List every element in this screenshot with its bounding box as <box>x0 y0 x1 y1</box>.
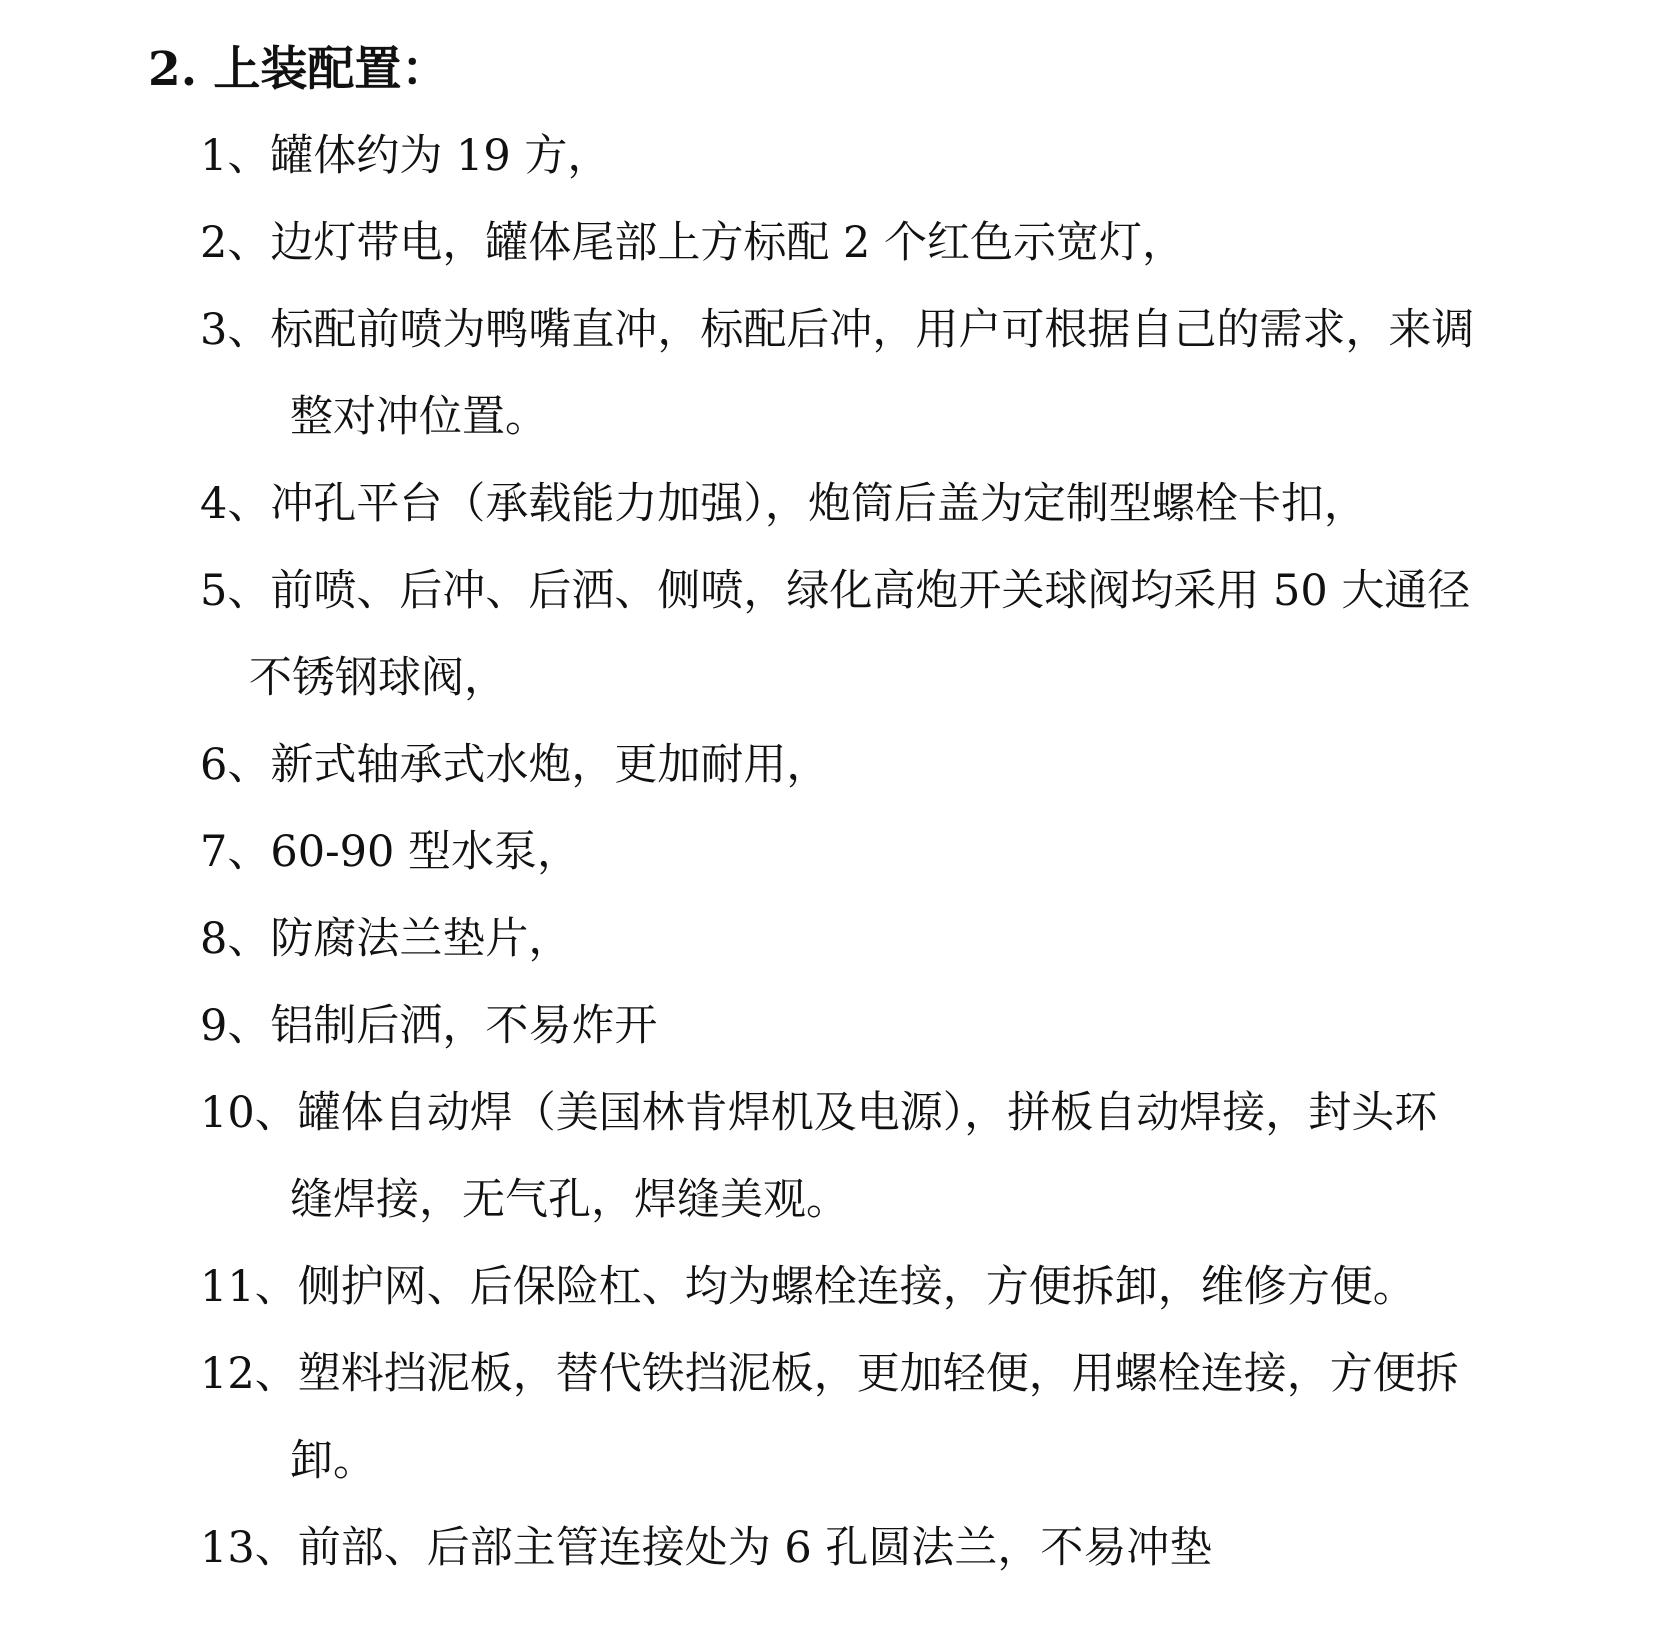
list-item-7: 7、60-90 型水泵， <box>200 827 580 877</box>
list-item-2: 2、边灯带电，罐体尾部上方标配 2 个红色示宽灯， <box>200 218 1186 268</box>
list-item-11: 11、侧护网、后保险杠、均为螺栓连接，方便拆卸，维修方便。 <box>200 1262 1416 1312</box>
list-item-12: 12、塑料挡泥板，替代铁挡泥板，更加轻便，用螺栓连接，方便拆 <box>200 1349 1459 1399</box>
list-item-4: 4、冲孔平台（承载能力加强），炮筒后盖为定制型螺栓卡扣， <box>200 479 1367 529</box>
section-heading: 2. 上装配置： <box>148 42 449 97</box>
list-item-8: 8、防腐法兰垫片， <box>200 914 572 964</box>
list-item-10: 10、罐体自动焊（美国林肯焊机及电源），拼板自动焊接，封头环 <box>200 1088 1438 1138</box>
list-item-1: 1、罐体约为 19 方， <box>200 131 611 181</box>
list-item-3-continuation: 整对冲位置。 <box>290 392 548 442</box>
list-item-13: 13、前部、后部主管连接处为 6 孔圆法兰，不易冲垫 <box>200 1523 1213 1573</box>
list-item-5: 5、前喷、后冲、后洒、侧喷，绿化高炮开关球阀均采用 50 大通径 <box>200 566 1471 616</box>
list-item-6: 6、新式轴承式水炮，更加耐用， <box>200 740 830 790</box>
list-item-12-continuation: 卸。 <box>290 1436 376 1486</box>
list-item-9: 9、铝制后洒，不易炸开 <box>200 1001 658 1051</box>
list-item-3: 3、标配前喷为鸭嘴直冲，标配后冲，用户可根据自己的需求，来调 <box>200 305 1475 355</box>
list-item-10-continuation: 缝焊接，无气孔，焊缝美观。 <box>290 1175 849 1225</box>
list-item-5-continuation: 不锈钢球阀， <box>249 653 507 703</box>
